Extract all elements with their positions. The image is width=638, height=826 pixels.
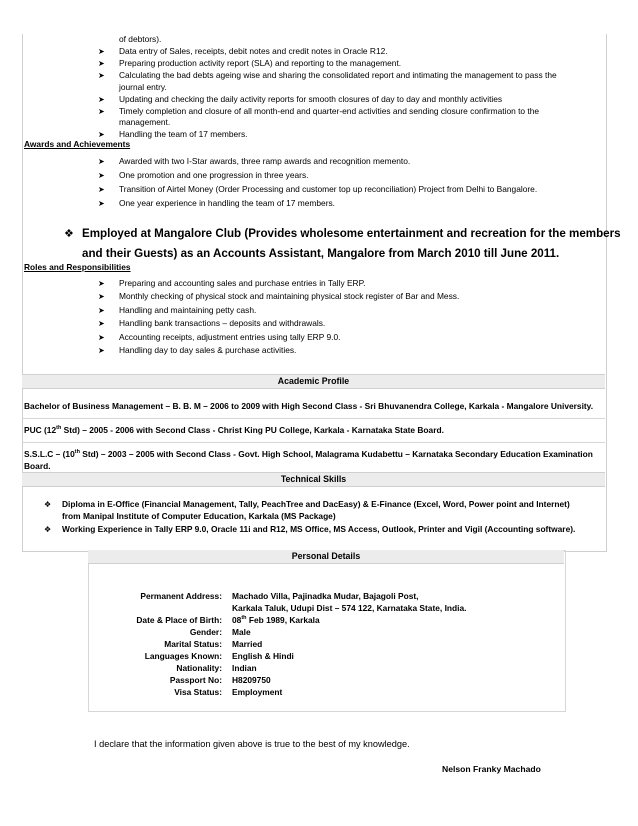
permanent-address-label: Permanent Address: xyxy=(140,591,222,601)
list-item: ➤ Handling bank transactions – deposits and withdrawals. xyxy=(98,318,326,329)
list-item: ➤ Monthly checking of physical stock and maintaining physical stock register of Bar and Mess. xyxy=(98,291,460,302)
signature-name: Nelson Franky Machado xyxy=(442,764,541,774)
languages-value: English & Hindi xyxy=(232,651,294,661)
list-item: ➤ Accounting receipts, adjustment entries using tally ERP 9.0. xyxy=(98,331,341,342)
technical-skills-list xyxy=(44,499,589,537)
arrow-bullet-icon: ➤ xyxy=(98,279,105,288)
arrow-bullet-icon: ➤ xyxy=(98,94,105,104)
arrow-bullet-icon: ➤ xyxy=(98,346,105,356)
personal-details-header: Personal Details xyxy=(88,550,564,564)
list-item: ➤ Awarded with two I-Star awards, three ramp awards and recognition memento. xyxy=(98,156,411,166)
dob-label: Date & Place of Birth: xyxy=(136,615,222,625)
arrow-bullet-icon: ➤ xyxy=(98,170,105,180)
arrow-bullet-icon: ➤ xyxy=(98,58,105,68)
awards-heading: Awards and Achievements xyxy=(24,139,131,149)
arrow-bullet-icon: ➤ xyxy=(98,305,105,315)
employment-line-2: and their Guests) as an Accounts Assistant, Mangalore from March 2010 till June 2011. xyxy=(82,247,560,260)
list-item: ➤ Transition of Airtel Money (Order Processing and customer top up reconciliation) Project from Delhi to Bangalore. xyxy=(98,183,538,194)
permanent-address-line-2: Karkala Taluk, Udupi Dist – 574 122, Karnataka State, India. xyxy=(232,603,467,613)
list-item: ➤ Data entry of Sales, receipts, debit notes and credit notes in Oracle R12. xyxy=(98,45,388,56)
passport-value: H8209750 xyxy=(232,675,271,685)
permanent-address-line-1: Machado Villa, Pajinadka Mudar, Bajagoli Post, xyxy=(232,591,419,601)
arrow-bullet-icon: ➤ xyxy=(98,46,105,56)
list-item: ➤ Preparing and accounting sales and purchase entries in Tally ERP. xyxy=(98,278,366,288)
responsibilities-continued-list xyxy=(98,34,578,141)
technical-skills-header: Technical Skills xyxy=(22,472,605,487)
nationality-value: Indian xyxy=(232,663,257,673)
arrow-bullet-icon: ➤ xyxy=(98,157,105,166)
declaration-text: I declare that the information given above is true to the best of my knowledge. xyxy=(94,739,410,749)
list-item: ➤ Handling the team of 17 members. xyxy=(98,129,248,140)
visa-status-value: Employment xyxy=(232,687,283,697)
nationality-label: Nationality: xyxy=(176,663,222,673)
arrow-bullet-icon: ➤ xyxy=(98,106,105,116)
diamond-bullet-icon: ❖ xyxy=(44,500,52,509)
list-item: of debtors). xyxy=(119,34,162,44)
marital-status-label: Marital Status: xyxy=(164,639,222,649)
list-item: ❖ Working Experience in Tally ERP 9.0, Oracle 11i and R12, MS Office, MS Access, Outlook, Printer and Vigil (Accounting software). xyxy=(44,523,576,534)
arrow-bullet-icon: ➤ xyxy=(98,184,105,194)
arrow-bullet-icon: ➤ xyxy=(98,332,105,342)
arrow-bullet-icon: ➤ xyxy=(98,70,105,80)
marital-status-value: Married xyxy=(232,639,263,649)
list-item: ➤ Handling and maintaining petty cash. xyxy=(98,304,257,315)
academic-sslc: S.S.L.C – (10th Std) – 2003 – 2005 with Second Class - Govt. High School, Malagrama Kudabettu – Karnataka Secondary Education Examination Board. xyxy=(24,449,593,471)
academic-profile-header: Academic Profile xyxy=(22,374,605,389)
roles-list xyxy=(98,278,578,357)
divider xyxy=(22,442,605,443)
gender-value: Male xyxy=(232,627,251,637)
academic-bbm: Bachelor of Business Management – B. B. M – 2006 to 2009 with High Second Class - Sri Bhuvanendra College, Karkala - Mangalore University. xyxy=(24,401,594,411)
employment-line-1: Employed at Mangalore Club (Provides wholesome entertainment and recreation for the members xyxy=(82,227,621,240)
arrow-bullet-icon: ➤ xyxy=(98,198,105,208)
divider xyxy=(22,418,605,419)
dob-value: 08th Feb 1989, Karkala xyxy=(232,615,320,625)
awards-list xyxy=(98,156,578,210)
list-item: ➤ Calculating the bad debts ageing wise and sharing the consolidated report and intimating the management to pass the journal entry. xyxy=(98,69,557,92)
list-item: ➤ Updating and checking the daily activity reports for smooth closures of day to day and monthly activities xyxy=(98,93,503,104)
passport-label: Passport No: xyxy=(169,675,222,685)
arrow-bullet-icon: ➤ xyxy=(98,319,105,329)
list-item: ❖ Diploma in E-Office (Financial Management, Tally, PeachTree and DacEasy) & E-Finance (Excel, Word, Power point and Internet) from Manipal Institute of Computer Education, Karkala (MS Package) xyxy=(44,499,570,521)
gender-label: Gender: xyxy=(189,627,222,637)
personal-labels xyxy=(110,590,222,698)
roles-heading: Roles and Responsibilities xyxy=(24,262,131,272)
languages-label: Languages Known: xyxy=(144,651,222,661)
personal-values xyxy=(232,590,562,698)
list-item: ➤ One year experience in handling the team of 17 members. xyxy=(98,197,336,208)
arrow-bullet-icon: ➤ xyxy=(98,292,105,302)
diamond-bullet-icon: ❖ xyxy=(44,524,52,534)
visa-status-label: Visa Status: xyxy=(174,687,222,697)
diamond-bullet-icon: ❖ xyxy=(64,228,74,240)
list-item: ➤ Preparing production activity report (SLA) and reporting to the management. xyxy=(98,57,402,68)
arrow-bullet-icon: ➤ xyxy=(98,130,105,140)
academic-puc: PUC (12th Std) – 2005 - 2006 with Second Class - Christ King PU College, Karkala - Karnataka State Board. xyxy=(24,425,444,435)
list-item: ➤ One promotion and one progression in three years. xyxy=(98,169,309,180)
list-item: ➤ Timely completion and closure of all month-end and quarter-end activities and sending closure confirmation to the management. xyxy=(98,105,540,128)
list-item: ➤ Handling day to day sales & purchase activities. xyxy=(98,345,297,356)
